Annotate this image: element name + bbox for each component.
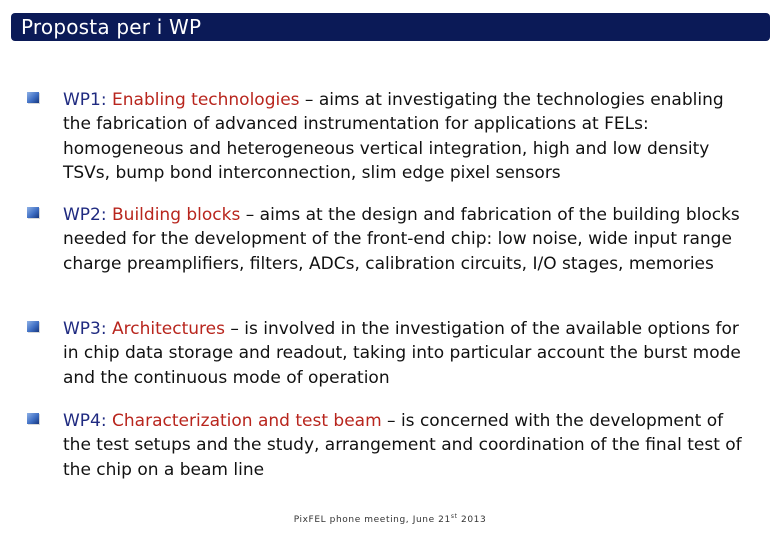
- wp-description: – is involved in the investigation of the available options for in chip data storage and readout, taking into particular account the burst mode and the continuous mode of operation: [63, 319, 741, 388]
- footer-superscript: st: [450, 513, 458, 520]
- slide-title: Proposta per i WP: [21, 15, 202, 39]
- wp-name: Characterization and test beam: [112, 411, 382, 431]
- footer-year: 2013: [457, 515, 487, 525]
- wp-name: Building blocks: [112, 205, 241, 225]
- wp-code: WP2:: [63, 205, 107, 225]
- bullet-wp1: [63, 88, 753, 185]
- bullet-wp4: [63, 409, 753, 482]
- square-bullet-icon: [27, 92, 39, 103]
- bullet-wp2: [63, 203, 753, 276]
- slide-footer: [0, 513, 780, 525]
- square-bullet-icon: [27, 413, 39, 424]
- wp-description: – is concerned with the development of the test setups and the study, arrangement and coordination of the final test of the chip on a beam line: [63, 411, 742, 480]
- square-bullet-icon: [27, 321, 39, 332]
- square-bullet-icon: [27, 207, 39, 218]
- wp-code: WP1:: [63, 90, 107, 110]
- wp-name: Enabling technologies: [112, 90, 300, 110]
- footer-text: PixFEL phone meeting, June 21: [293, 515, 451, 525]
- wp-code: WP4:: [63, 411, 107, 431]
- wp-code: WP3:: [63, 319, 107, 339]
- wp-description: – aims at the design and fabrication of the building blocks needed for the development of the front-end chip: low noise, wide input range charge preamplifiers, filters, ADCs, calibration circuits, I/O stages, memories: [63, 205, 740, 274]
- bullet-wp3: [63, 317, 753, 390]
- wp-name: Architectures: [112, 319, 225, 339]
- wp-description: – aims at investigating the technologies enabling the fabrication of advanced instrumentation for applications at FELs: homogeneous and heterogeneous vertical integration, high and low density TSVs, bump bond interconnection, slim edge pixel sensors: [63, 90, 724, 183]
